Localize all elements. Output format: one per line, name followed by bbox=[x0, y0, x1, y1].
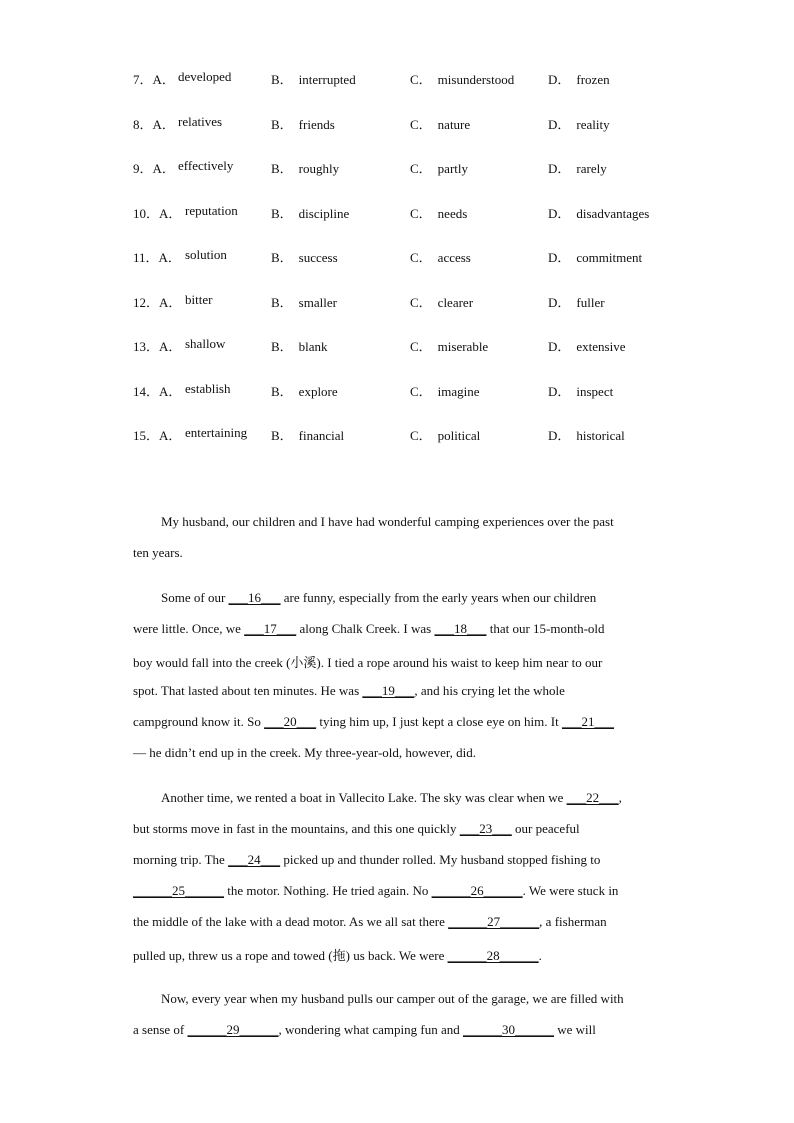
option-c bbox=[410, 247, 471, 266]
option-a: developed bbox=[178, 69, 232, 84]
answer-blank[interactable]: ______26______ bbox=[431, 883, 523, 898]
option-c-letter: C． bbox=[410, 205, 432, 221]
option-c-letter: C． bbox=[410, 383, 432, 399]
passage-text: , a fisherman bbox=[539, 914, 607, 929]
question-row bbox=[133, 381, 693, 399]
answer-blank[interactable]: ___23___ bbox=[459, 821, 512, 836]
passage-text: are funny, especially from the early years when our children bbox=[280, 590, 597, 605]
option-b-text: success bbox=[298, 250, 338, 265]
passage-line bbox=[133, 683, 565, 699]
option-c bbox=[410, 158, 468, 177]
passage-text: spot. That lasted about ten minutes. He was bbox=[133, 683, 363, 698]
option-b-letter: B． bbox=[271, 205, 293, 221]
option-d-letter: D． bbox=[548, 72, 571, 87]
passage-text: we will bbox=[554, 1022, 596, 1037]
passage-text: along Chalk Creek. I was bbox=[296, 621, 435, 636]
option-c-text: political bbox=[437, 428, 481, 443]
answer-blank[interactable]: ___17___ bbox=[244, 621, 297, 636]
option-b bbox=[271, 425, 344, 444]
passage-text: but storms move in fast in the mountains, and this one quickly bbox=[133, 821, 460, 836]
question-row bbox=[133, 247, 693, 265]
passage-line bbox=[133, 745, 476, 761]
option-c bbox=[410, 114, 470, 133]
option-c-text: partly bbox=[437, 161, 468, 176]
answer-blank[interactable]: ___22___ bbox=[566, 790, 619, 805]
option-b-text: friends bbox=[298, 116, 335, 132]
option-c-letter: C． bbox=[410, 161, 432, 176]
option-b bbox=[271, 292, 337, 311]
answer-blank[interactable]: ___19___ bbox=[362, 683, 415, 698]
answer-blank[interactable]: ______30______ bbox=[463, 1022, 554, 1037]
passage-line bbox=[133, 621, 605, 637]
option-b bbox=[271, 381, 338, 400]
option-b-text: financial bbox=[298, 428, 345, 443]
option-c-letter: C． bbox=[410, 294, 432, 310]
passage-text: tying him up, I just kept a close eye on him. It bbox=[316, 714, 562, 729]
passage-text: were little. Once, we bbox=[133, 621, 245, 636]
option-b bbox=[271, 158, 339, 177]
option-a: relatives bbox=[178, 113, 223, 129]
passage-line bbox=[161, 991, 624, 1007]
option-d-text: commitment bbox=[576, 250, 643, 265]
passage-line bbox=[133, 714, 614, 730]
question-row bbox=[133, 69, 693, 87]
passage-text: campground know it. So bbox=[133, 714, 265, 729]
passage-text: , and his crying let the whole bbox=[414, 683, 565, 698]
passage-line bbox=[161, 590, 596, 606]
option-d-letter: D． bbox=[548, 383, 571, 399]
option-b-letter: B． bbox=[271, 383, 293, 399]
option-d-letter: D． bbox=[548, 116, 571, 132]
option-c-text: misunderstood bbox=[437, 72, 515, 87]
option-d bbox=[548, 425, 625, 444]
question-number: 11．A． bbox=[133, 250, 181, 265]
question-row bbox=[133, 336, 693, 354]
passage-line bbox=[161, 514, 614, 530]
passage-text: that our 15-month-old bbox=[486, 621, 605, 636]
passage-text: Some of our bbox=[161, 590, 229, 605]
option-d-text: reality bbox=[576, 116, 610, 132]
option-d-letter: D． bbox=[548, 294, 571, 310]
option-c-text: access bbox=[437, 250, 471, 265]
option-b-letter: B． bbox=[271, 428, 293, 443]
passage-line bbox=[133, 914, 607, 930]
option-b-letter: B． bbox=[271, 116, 293, 132]
option-b-letter: B． bbox=[271, 250, 293, 265]
option-d bbox=[548, 203, 649, 222]
passage-line bbox=[161, 790, 622, 806]
option-d bbox=[548, 69, 610, 88]
answer-blank[interactable]: ___20___ bbox=[264, 714, 317, 729]
option-b-text: smaller bbox=[298, 294, 337, 310]
passage-text: ten years. bbox=[133, 545, 183, 560]
answer-blank[interactable]: ______29______ bbox=[187, 1022, 279, 1037]
answer-blank[interactable]: ___21___ bbox=[561, 714, 614, 729]
answer-blank[interactable]: ______27______ bbox=[448, 914, 540, 929]
option-b-letter: B． bbox=[271, 161, 293, 176]
question-number: 12．A． bbox=[133, 294, 182, 310]
option-c-letter: C． bbox=[410, 250, 432, 265]
option-c bbox=[410, 336, 488, 355]
option-d-letter: D． bbox=[548, 161, 571, 176]
option-c-letter: C． bbox=[410, 339, 432, 354]
passage-text: , wondering what camping fun and bbox=[278, 1022, 463, 1037]
option-a: shallow bbox=[185, 336, 226, 351]
question-number: 8．A． bbox=[133, 116, 175, 132]
option-a: effectively bbox=[178, 158, 234, 173]
answer-blank[interactable]: ___16___ bbox=[228, 590, 281, 605]
option-d bbox=[548, 336, 625, 355]
option-c bbox=[410, 381, 480, 400]
question-row bbox=[133, 425, 693, 443]
passage-text: Now, every year when my husband pulls our camper out of the garage, we are filled with bbox=[161, 991, 624, 1006]
option-b-letter: B． bbox=[271, 339, 293, 354]
option-c bbox=[410, 292, 473, 311]
option-d-text: historical bbox=[576, 428, 625, 443]
option-d-letter: D． bbox=[548, 205, 571, 221]
question-row bbox=[133, 158, 693, 176]
passage-text: our peaceful bbox=[511, 821, 580, 836]
option-d-letter: D． bbox=[548, 339, 571, 354]
option-c bbox=[410, 203, 467, 222]
option-d-text: inspect bbox=[576, 383, 614, 399]
question-row bbox=[133, 203, 693, 221]
passage-text: . We were stuck in bbox=[522, 883, 619, 898]
option-c-text: miserable bbox=[437, 339, 489, 354]
option-d-text: disadvantages bbox=[576, 205, 650, 221]
option-d bbox=[548, 158, 607, 177]
question-row bbox=[133, 114, 693, 132]
passage-line bbox=[133, 883, 618, 899]
option-c bbox=[410, 69, 514, 88]
option-a: entertaining bbox=[185, 425, 248, 440]
option-d-letter: D． bbox=[548, 250, 571, 265]
option-d bbox=[548, 114, 610, 133]
passage-text: pulled up, threw us a rope and towed (拖) us back. We were bbox=[133, 948, 448, 963]
option-d bbox=[548, 381, 613, 400]
answer-blank[interactable]: ___18___ bbox=[434, 621, 487, 636]
option-d bbox=[548, 247, 642, 266]
option-b-text: explore bbox=[298, 383, 338, 399]
passage-line bbox=[133, 652, 602, 671]
option-b-letter: B． bbox=[271, 294, 293, 310]
passage-text: , bbox=[618, 790, 622, 805]
question-number: 14．A． bbox=[133, 383, 182, 399]
question-number: 10．A． bbox=[133, 205, 182, 221]
option-c-letter: C． bbox=[410, 72, 432, 87]
passage-text: . bbox=[538, 948, 542, 963]
option-c bbox=[410, 425, 480, 444]
answer-blank[interactable]: ___24___ bbox=[228, 852, 281, 867]
question-number: 13．A． bbox=[133, 339, 182, 354]
option-b-text: roughly bbox=[298, 161, 340, 176]
passage-text: picked up and thunder rolled. My husband stopped fishing to bbox=[280, 852, 601, 867]
passage-text: morning trip. The bbox=[133, 852, 229, 867]
passage-line bbox=[133, 945, 542, 964]
option-b-text: discipline bbox=[298, 205, 350, 221]
option-d-letter: D． bbox=[548, 428, 571, 443]
answer-blank[interactable]: ______25______ bbox=[133, 883, 224, 898]
option-a: solution bbox=[185, 247, 227, 262]
option-c-text: imagine bbox=[437, 383, 480, 399]
option-d-text: frozen bbox=[576, 72, 610, 87]
passage-line bbox=[133, 821, 580, 837]
option-b bbox=[271, 247, 338, 266]
passage-line bbox=[133, 545, 183, 561]
passage-text: the middle of the lake with a dead motor. As we all sat there bbox=[133, 914, 449, 929]
option-b bbox=[271, 114, 335, 133]
answer-blank[interactable]: ______28______ bbox=[447, 948, 539, 963]
question-number: 7．A． bbox=[133, 72, 175, 87]
option-a: establish bbox=[185, 380, 231, 396]
passage-text: a sense of bbox=[133, 1022, 188, 1037]
option-b bbox=[271, 336, 328, 355]
option-b-text: blank bbox=[298, 339, 328, 354]
option-c-letter: C． bbox=[410, 428, 432, 443]
option-a: reputation bbox=[185, 202, 238, 218]
passage-text: the motor. Nothing. He tried again. No bbox=[224, 883, 432, 898]
option-c-text: clearer bbox=[437, 294, 474, 310]
option-b-text: interrupted bbox=[298, 72, 356, 87]
passage-text: — he didn’t end up in the creek. My three-year-old, however, did. bbox=[133, 745, 477, 760]
option-a: bitter bbox=[185, 291, 213, 307]
passage-text: My husband, our children and I have had wonderful camping experiences over the past bbox=[161, 514, 614, 529]
passage-line bbox=[133, 1022, 596, 1038]
question-number: 15．A． bbox=[133, 428, 182, 443]
option-d-text: fuller bbox=[576, 294, 605, 310]
option-d bbox=[548, 292, 605, 311]
option-c-text: nature bbox=[437, 116, 471, 132]
passage-text: Another time, we rented a boat in Vallecito Lake. The sky was clear when we bbox=[161, 790, 567, 805]
passage-line bbox=[133, 852, 600, 868]
question-row bbox=[133, 292, 693, 310]
option-d-text: rarely bbox=[576, 161, 607, 176]
option-c-text: needs bbox=[437, 205, 468, 221]
option-d-text: extensive bbox=[576, 339, 626, 354]
option-b-letter: B． bbox=[271, 72, 293, 87]
option-c-letter: C． bbox=[410, 116, 432, 132]
option-b bbox=[271, 203, 349, 222]
question-number: 9．A． bbox=[133, 161, 175, 176]
passage-text: boy would fall into the creek (小溪). I tied a rope around his waist to keep him near to our bbox=[133, 655, 603, 670]
option-b bbox=[271, 69, 356, 88]
